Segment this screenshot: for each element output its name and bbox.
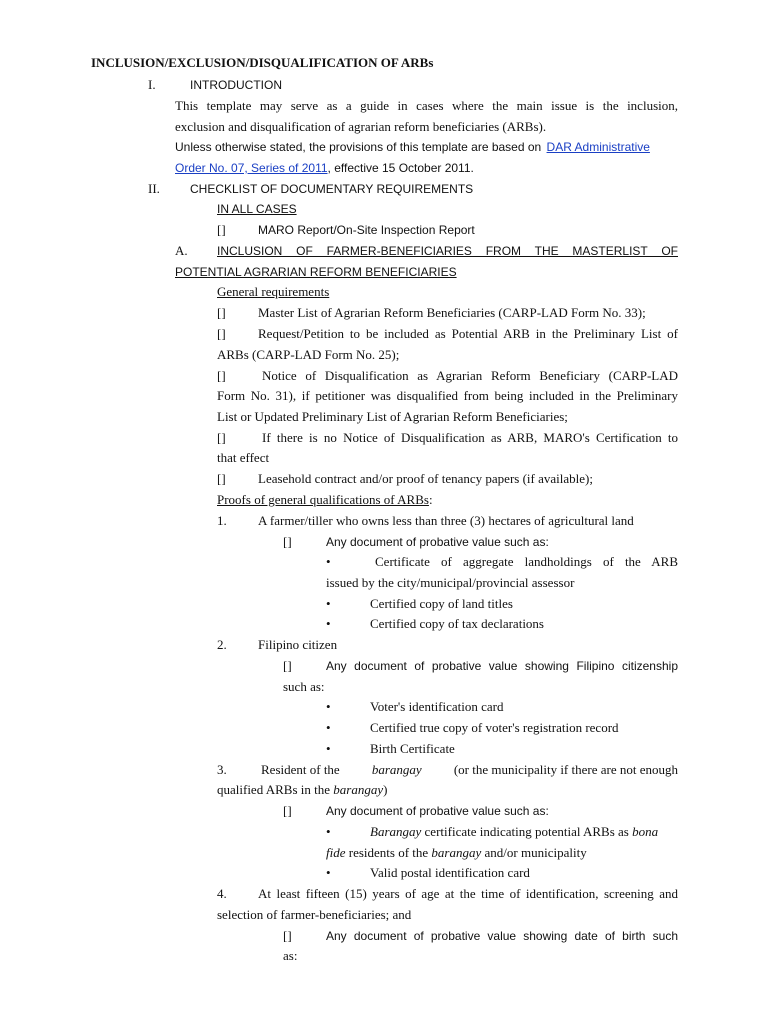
checkbox-bracket: []: [217, 368, 226, 383]
checkbox-bracket: []: [217, 326, 226, 341]
qualification-text: Filipino citizen: [258, 637, 338, 652]
intro-paragraph-line: [175, 160, 474, 176]
bona-term: bona: [632, 824, 659, 839]
bullet-text: Certified copy of tax declarations: [370, 616, 544, 631]
requirement-text: Leasehold contract and/or proof of tenancy papers (if available);: [258, 471, 593, 486]
checkbox-bracket: []: [283, 803, 292, 818]
subsection-title: INCLUSION OF FARMER-BENEFICIARIES FROM THE MASTERLIST OF: [217, 244, 678, 258]
general-requirements-heading: General requirements: [217, 284, 330, 299]
document-requirement: Any document of probative value showing date of birth such: [326, 929, 678, 943]
requirement-text: Form No. 31), if petitioner was disqualified from being included in the Preliminary: [217, 388, 678, 403]
subheading-all-cases: IN ALL CASES: [217, 202, 297, 216]
dar-order-link[interactable]: Order No. 07, Series of 2011: [175, 161, 328, 175]
bullet-icon: •: [326, 699, 331, 714]
bullet-fragment: residents of the: [348, 845, 429, 860]
document-requirement: Any document of probative value showing Filipino citizenship: [326, 659, 678, 673]
qualification-text: A farmer/tiller who owns less than three (3) hectares of agricultural land: [258, 513, 634, 528]
bullet-text: Certified true copy of voter's registration record: [370, 720, 619, 735]
requirement-text: that effect: [217, 450, 270, 465]
requirement-text: MARO Report/On-Site Inspection Report: [258, 223, 475, 237]
subsection-title: POTENTIAL AGRARIAN REFORM BENEFICIARIES: [175, 265, 457, 279]
item-number: 4.: [217, 886, 227, 901]
requirement-text: If there is no Notice of Disqualification as ARB, MARO's Certification to: [262, 430, 678, 445]
item-number: 2.: [217, 637, 227, 652]
bullet-text: Voter's identification card: [370, 699, 504, 714]
document-requirement: as:: [283, 948, 298, 963]
intro-text: , effective 15 October 2011.: [327, 161, 474, 175]
bullet-icon: •: [326, 741, 331, 756]
proofs-heading-text: Proofs of general qualifications of ARBs: [217, 492, 429, 507]
qualification-fragment: ): [383, 782, 388, 797]
document-requirement: Any document of probative value such as:: [326, 535, 549, 549]
section-number: I.: [148, 77, 156, 92]
intro-paragraph-line: [175, 139, 650, 155]
bullet-icon: •: [326, 554, 331, 569]
requirement-text: Master List of Agrarian Reform Beneficiaries (CARP-LAD Form No. 33);: [258, 305, 646, 320]
qualification-fragment: (or the municipality if there are not enough: [453, 762, 678, 777]
section-heading: INTRODUCTION: [190, 78, 282, 92]
intro-paragraph-line: exclusion and disqualification of agrarian reform beneficiaries (ARBs).: [175, 119, 547, 134]
checkbox-bracket: []: [283, 534, 292, 549]
checkbox-bracket: []: [283, 928, 292, 943]
bullet-text: Certified copy of land titles: [370, 596, 513, 611]
bullet-icon: •: [326, 596, 331, 611]
document-requirement: Any document of probative value such as:: [326, 804, 549, 818]
requirement-text: Notice of Disqualification as Agrarian Reform Beneficiary (CARP-LAD: [262, 368, 678, 383]
bullet-text: [370, 824, 658, 840]
section-heading: CHECKLIST OF DOCUMENTARY REQUIREMENTS: [190, 182, 474, 196]
requirement-text: List or Updated Preliminary List of Agrarian Reform Beneficiaries;: [217, 409, 568, 424]
bullet-icon: •: [326, 616, 331, 631]
bullet-text: Valid postal identification card: [370, 865, 530, 880]
barangay-term: barangay: [333, 782, 384, 797]
intro-paragraph-line: This template may serve as a guide in cases where the main issue is the inclusion,: [175, 98, 678, 113]
dar-order-link[interactable]: DAR Administrative: [546, 140, 650, 154]
checkbox-bracket: []: [217, 430, 226, 445]
subsection-letter: A.: [175, 243, 188, 258]
bullet-icon: •: [326, 720, 331, 735]
qualification-fragment: qualified ARBs in the: [217, 782, 331, 797]
bullet-icon: •: [326, 865, 331, 880]
bullet-text: issued by the city/municipal/provincial assessor: [326, 575, 575, 590]
checkbox-bracket: []: [283, 658, 292, 673]
document-title: INCLUSION/EXCLUSION/DISQUALIFICATION OF ARBs: [91, 55, 434, 70]
fide-term: fide: [326, 845, 346, 860]
bullet-icon: •: [326, 824, 331, 839]
item-number: 1.: [217, 513, 227, 528]
document-requirement: such as:: [283, 679, 325, 694]
checkbox-bracket: []: [217, 222, 226, 237]
qualification-text: At least fifteen (15) years of age at the time of identification, screening and: [258, 886, 678, 901]
qualification-fragment: Resident of the: [261, 762, 340, 777]
bullet-fragment: certificate indicating potential ARBs as: [424, 824, 629, 839]
requirement-text: Request/Petition to be included as Potential ARB in the Preliminary List of: [258, 326, 678, 341]
item-number: 3.: [217, 762, 227, 777]
barangay-term: Barangay: [370, 824, 422, 839]
checkbox-bracket: []: [217, 471, 226, 486]
qualification-text: [261, 762, 678, 778]
section-number: II.: [148, 181, 160, 196]
barangay-term: barangay: [431, 845, 482, 860]
bullet-fragment: and/or municipality: [484, 845, 587, 860]
qualification-text: [217, 782, 387, 798]
barangay-term: barangay: [371, 762, 422, 777]
bullet-text: [326, 845, 587, 861]
proofs-heading: [217, 492, 433, 508]
requirement-text: ARBs (CARP-LAD Form No. 25);: [217, 347, 400, 362]
bullet-text: Certificate of aggregate landholdings of the ARB: [375, 554, 678, 569]
checkbox-bracket: []: [217, 305, 226, 320]
bullet-text: Birth Certificate: [370, 741, 455, 756]
proofs-colon: :: [428, 492, 433, 507]
qualification-text: selection of farmer-beneficiaries; and: [217, 907, 412, 922]
intro-text: Unless otherwise stated, the provisions of this template are based on: [175, 140, 542, 154]
